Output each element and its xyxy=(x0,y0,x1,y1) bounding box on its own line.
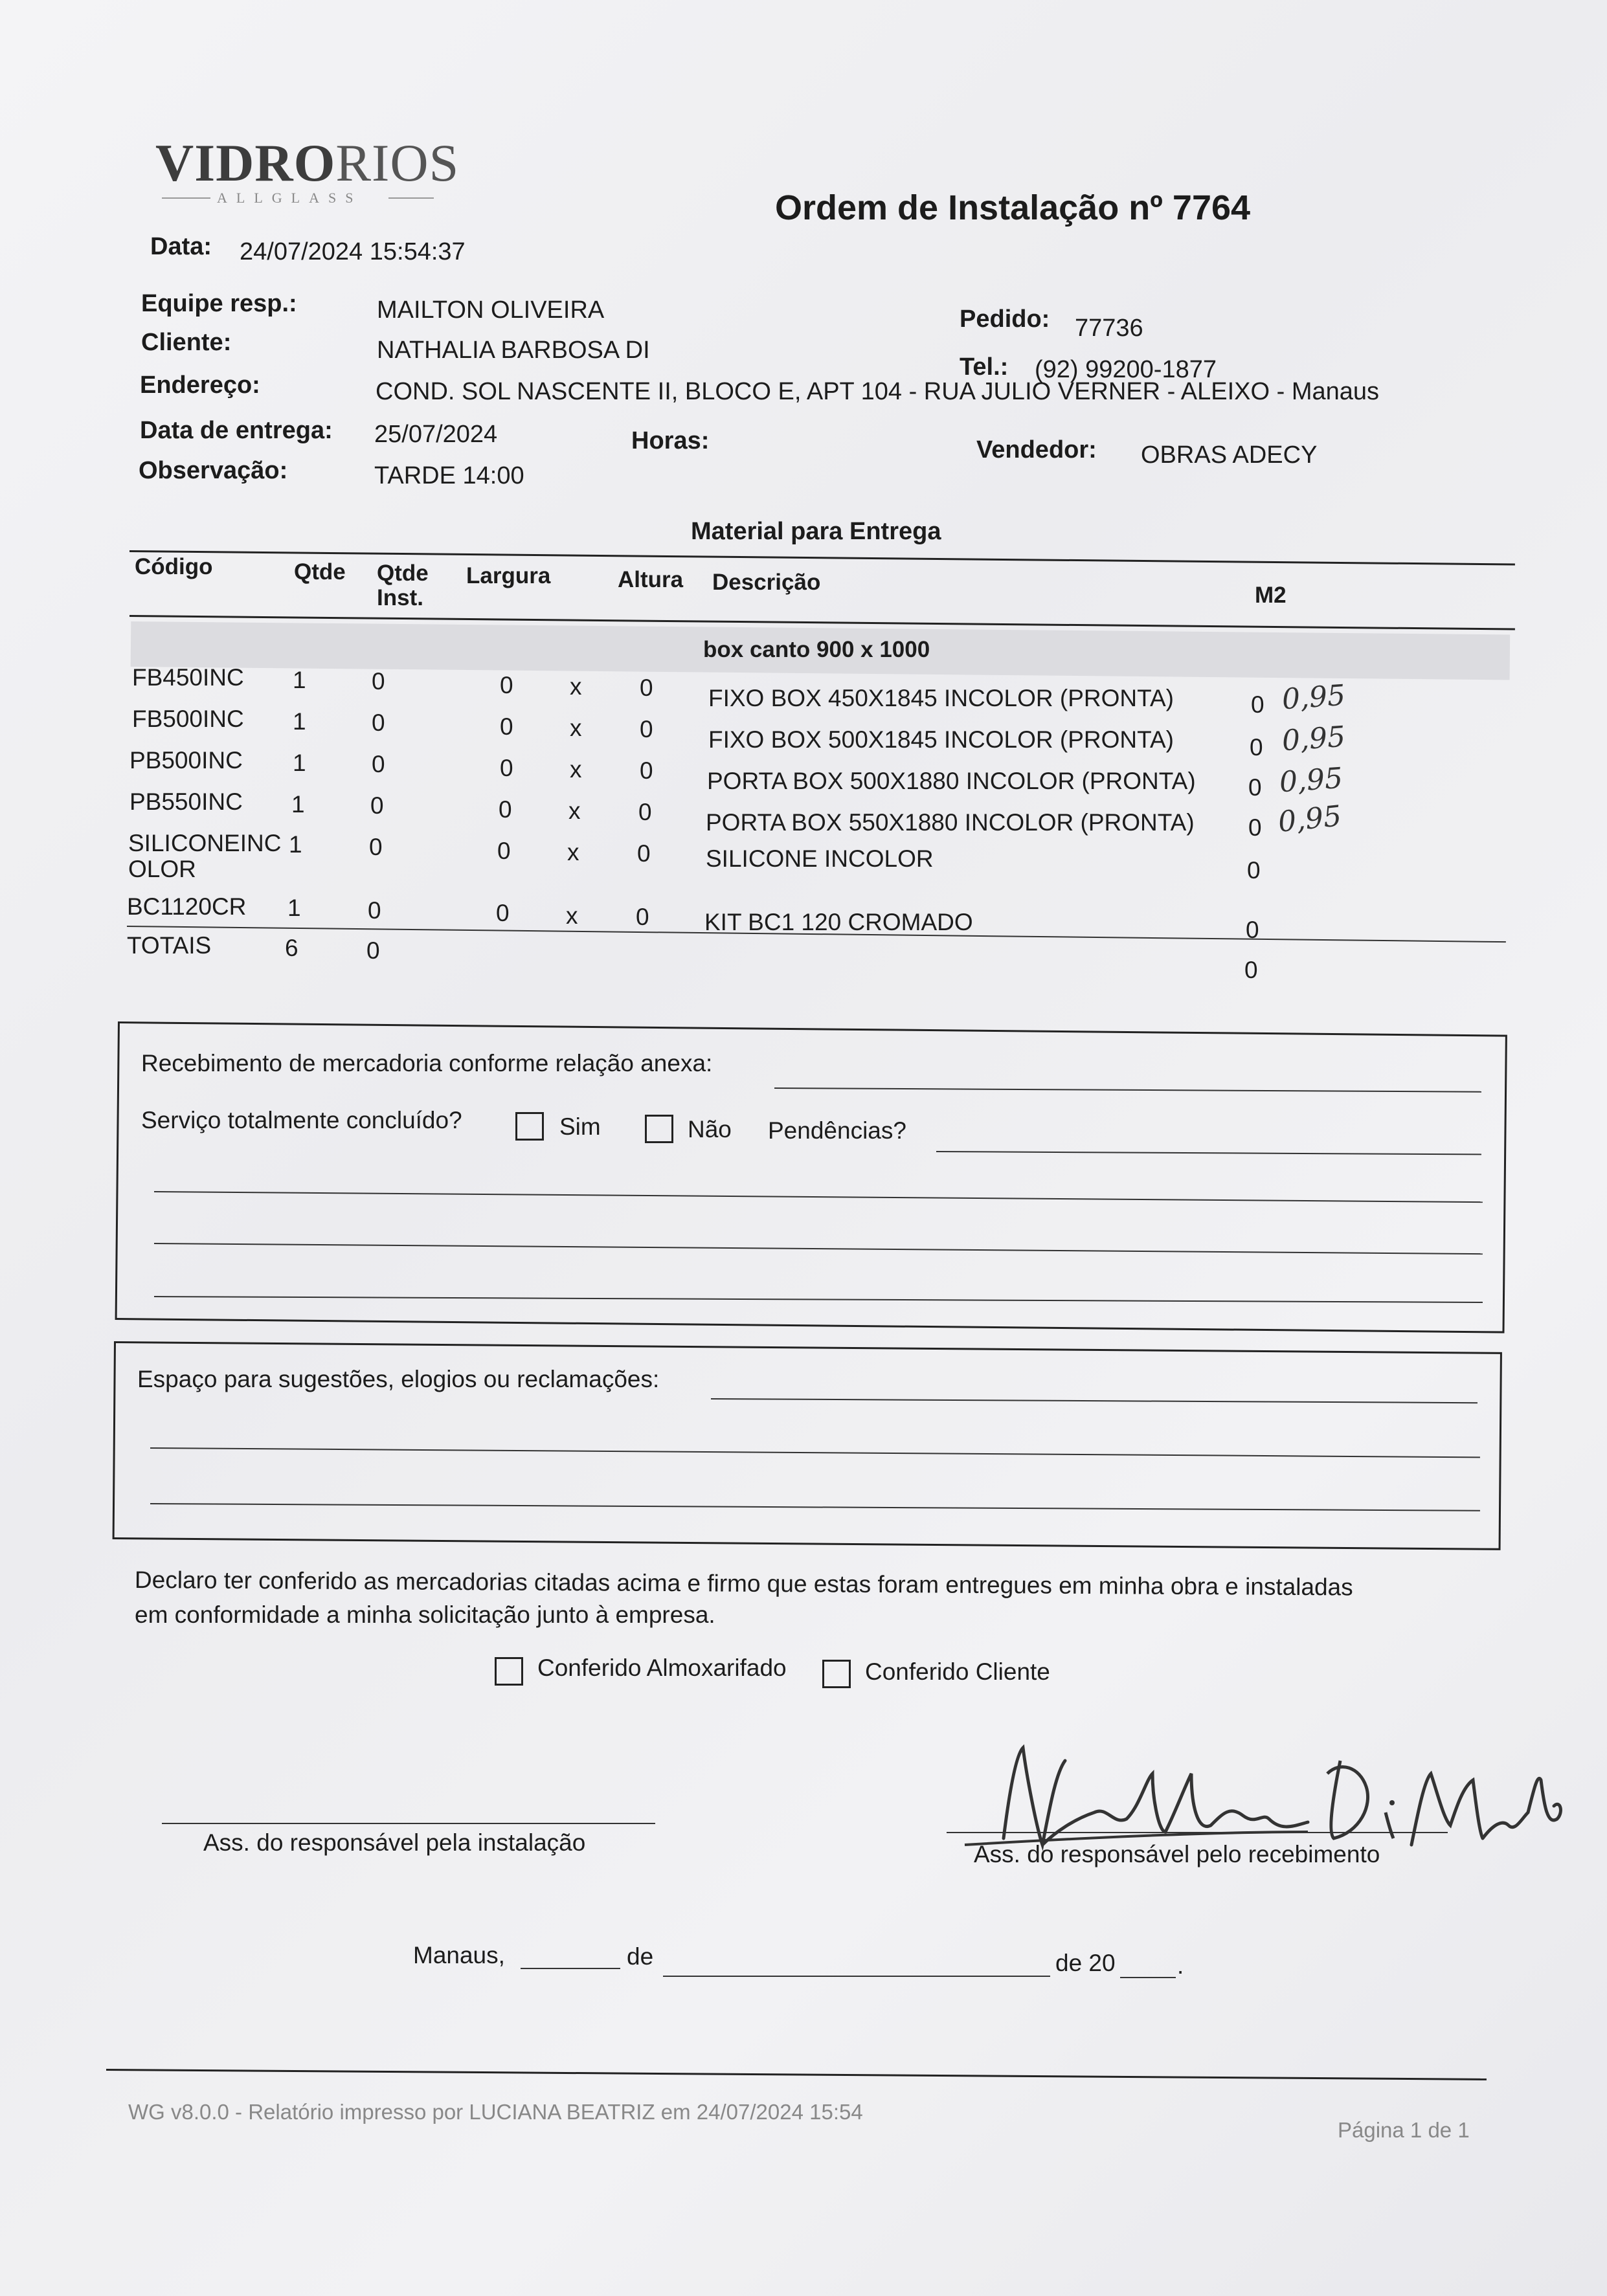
footer-rule xyxy=(106,2069,1487,2080)
footer-page-number: Página 1 de 1 xyxy=(1338,2118,1470,2142)
row-m2: 0 xyxy=(1250,734,1263,761)
equipe-value: MAILTON OLIVEIRA xyxy=(377,296,605,324)
endereco-value: COND. SOL NASCENTE II, BLOCO E, APT 104 - RUA JULIO VERNER - ALEIXO - Manaus xyxy=(376,378,1380,405)
tel-value: (92) 99200-1877 xyxy=(1035,356,1217,383)
handwritten-signature xyxy=(945,1735,1567,1877)
group-label: box canto 900 x 1000 xyxy=(703,637,930,662)
row-m2: 0 xyxy=(1251,691,1264,718)
totals-label: TOTAIS xyxy=(127,932,212,959)
observacao-label: Observação: xyxy=(139,457,288,484)
company-logo xyxy=(155,133,460,206)
row-x: x xyxy=(568,797,581,824)
entrega-label: Data de entrega: xyxy=(140,417,333,444)
row-qtde: 1 xyxy=(289,831,302,858)
entrega-value: 25/07/2024 xyxy=(374,421,498,448)
almoxarifado-label: Conferido Almoxarifado xyxy=(537,1655,787,1681)
handwritten-m2: 0,95 xyxy=(1281,678,1347,717)
instalacao-signature-line[interactable] xyxy=(162,1823,655,1824)
row-altura: 0 xyxy=(640,757,653,784)
row-largura: 0 xyxy=(497,838,511,864)
date-de-1: de xyxy=(627,1943,654,1970)
row-inst: 0 xyxy=(370,792,384,819)
handwritten-m2: 0,95 xyxy=(1276,799,1343,839)
row-qtde: 1 xyxy=(293,708,306,735)
cliente-conferido-label: Conferido Cliente xyxy=(865,1658,1050,1685)
page-title: Ordem de Instalação nº 7764 xyxy=(775,188,1251,227)
row-inst: 0 xyxy=(368,897,381,924)
logo-tagline: ALLGLASS xyxy=(217,190,363,206)
row-altura: 0 xyxy=(640,674,653,701)
row-largura: 0 xyxy=(499,796,512,823)
footer-print-info: WG v8.0.0 - Relatório impresso por LUCIANA BEATRIZ em 24/07/2024 15:54 xyxy=(128,2100,863,2124)
year-line[interactable] xyxy=(1120,1977,1176,1978)
instalacao-signature-label: Ass. do responsável pela instalação xyxy=(203,1829,586,1856)
row-largura: 0 xyxy=(500,713,513,740)
nao-label: Não xyxy=(688,1116,732,1142)
logo-brand-bold: VIDRO xyxy=(155,133,336,192)
row-descricao: FIXO BOX 500X1845 INCOLOR (PRONTA) xyxy=(708,726,1174,753)
horas-label: Horas: xyxy=(631,427,710,454)
row-inst: 0 xyxy=(372,751,385,777)
row-inst: 0 xyxy=(372,668,385,695)
pendencias-label: Pendências? xyxy=(768,1117,906,1144)
row-descricao: PORTA BOX 550X1880 INCOLOR (PRONTA) xyxy=(706,809,1195,836)
row-descricao: PORTA BOX 500X1880 INCOLOR (PRONTA) xyxy=(707,768,1196,794)
row-codigo: FB500INC xyxy=(132,706,244,732)
data-label: Data: xyxy=(150,233,212,260)
row-descricao: KIT BC1 120 CROMADO xyxy=(704,909,973,935)
row-m2: 0 xyxy=(1246,917,1259,943)
declaration-line-2: em conformidade a minha solicitação junto à empresa. xyxy=(135,1601,715,1628)
totals-inst: 0 xyxy=(366,937,380,964)
col-qtde-inst-1: Qtde xyxy=(377,561,429,586)
handwritten-m2: 0,95 xyxy=(1278,761,1344,799)
pedido-value: 77736 xyxy=(1075,315,1143,342)
totals-qtde: 6 xyxy=(285,935,298,961)
tel-label: Tel.: xyxy=(960,353,1009,381)
observacao-value: TARDE 14:00 xyxy=(374,462,524,489)
row-x: x xyxy=(566,902,578,929)
date-end: . xyxy=(1177,1952,1184,1979)
vendedor-label: Vendedor: xyxy=(976,436,1097,463)
vendedor-value: OBRAS ADECY xyxy=(1141,441,1318,469)
data-value: 24/07/2024 15:54:37 xyxy=(240,238,466,265)
row-altura: 0 xyxy=(637,840,651,867)
servico-label: Serviço totalmente concluído? xyxy=(141,1107,462,1133)
nao-checkbox[interactable] xyxy=(645,1115,673,1143)
col-qtde-inst-2: Inst. xyxy=(377,585,423,610)
row-x: x xyxy=(570,673,582,700)
row-x: x xyxy=(570,715,582,741)
almoxarifado-checkbox[interactable] xyxy=(495,1657,523,1686)
date-de-2: de 20 xyxy=(1055,1950,1116,1976)
row-x: x xyxy=(570,756,582,783)
row-codigo: PB500INC xyxy=(129,747,243,774)
row-m2: 0 xyxy=(1248,814,1262,841)
row-x: x xyxy=(567,839,579,865)
row-largura: 0 xyxy=(500,672,513,698)
cliente-checkbox[interactable] xyxy=(822,1660,851,1688)
row-codigo: FB450INC xyxy=(132,664,244,691)
sim-label: Sim xyxy=(559,1113,601,1140)
row-descricao: SILICONE INCOLOR xyxy=(706,845,934,872)
logo-brand-light: RIOS xyxy=(335,133,460,192)
pedido-label: Pedido: xyxy=(960,306,1050,333)
row-altura: 0 xyxy=(640,716,653,742)
col-qtde: Qtde xyxy=(294,559,346,585)
row-codigo: PB550INC xyxy=(129,788,243,815)
row-codigo: BC1120CR xyxy=(127,893,247,920)
row-qtde: 1 xyxy=(293,750,306,776)
cliente-label: Cliente: xyxy=(141,329,232,356)
handwritten-m2: 0,95 xyxy=(1281,720,1347,758)
month-line[interactable] xyxy=(663,1976,1050,1977)
row-descricao: FIXO BOX 450X1845 INCOLOR (PRONTA) xyxy=(708,685,1174,711)
row-qtde: 1 xyxy=(293,667,306,693)
col-descricao: Descrição xyxy=(712,570,821,595)
row-altura: 0 xyxy=(638,799,652,825)
row-qtde: 1 xyxy=(291,791,305,818)
declaration-line-1: Declaro ter conferido as mercadorias citadas acima e firmo que estas foram entregues em minha obra e instaladas xyxy=(134,1566,1353,1601)
day-line[interactable] xyxy=(521,1968,620,1969)
col-altura: Altura xyxy=(618,567,684,592)
cliente-value: NATHALIA BARBOSA DI xyxy=(377,337,650,364)
equipe-label: Equipe resp.: xyxy=(141,290,297,317)
col-largura: Largura xyxy=(466,563,551,588)
row-codigo-continued: OLOR xyxy=(128,856,196,882)
col-m2: M2 xyxy=(1255,583,1287,608)
table-title: Material para Entrega xyxy=(691,518,941,545)
date-city: Manaus, xyxy=(413,1942,505,1968)
totals-m2: 0 xyxy=(1244,957,1258,983)
sugestoes-label: Espaço para sugestões, elogios ou reclamações: xyxy=(137,1366,660,1392)
endereco-label: Endereço: xyxy=(140,372,260,399)
row-codigo: SILICONEINC xyxy=(128,830,282,856)
row-inst: 0 xyxy=(372,709,385,736)
row-inst: 0 xyxy=(369,834,383,860)
row-largura: 0 xyxy=(496,900,510,926)
row-altura: 0 xyxy=(636,904,649,930)
row-m2: 0 xyxy=(1248,774,1262,801)
row-m2: 0 xyxy=(1247,857,1261,884)
row-qtde: 1 xyxy=(287,895,301,921)
row-largura: 0 xyxy=(500,755,513,781)
recebimento-signature-label: Ass. do responsável pelo recebimento xyxy=(974,1841,1380,1867)
col-codigo: Código xyxy=(135,554,213,579)
recebimento-label: Recebimento de mercadoria conforme relação anexa: xyxy=(141,1050,713,1076)
sim-checkbox[interactable] xyxy=(515,1112,544,1141)
